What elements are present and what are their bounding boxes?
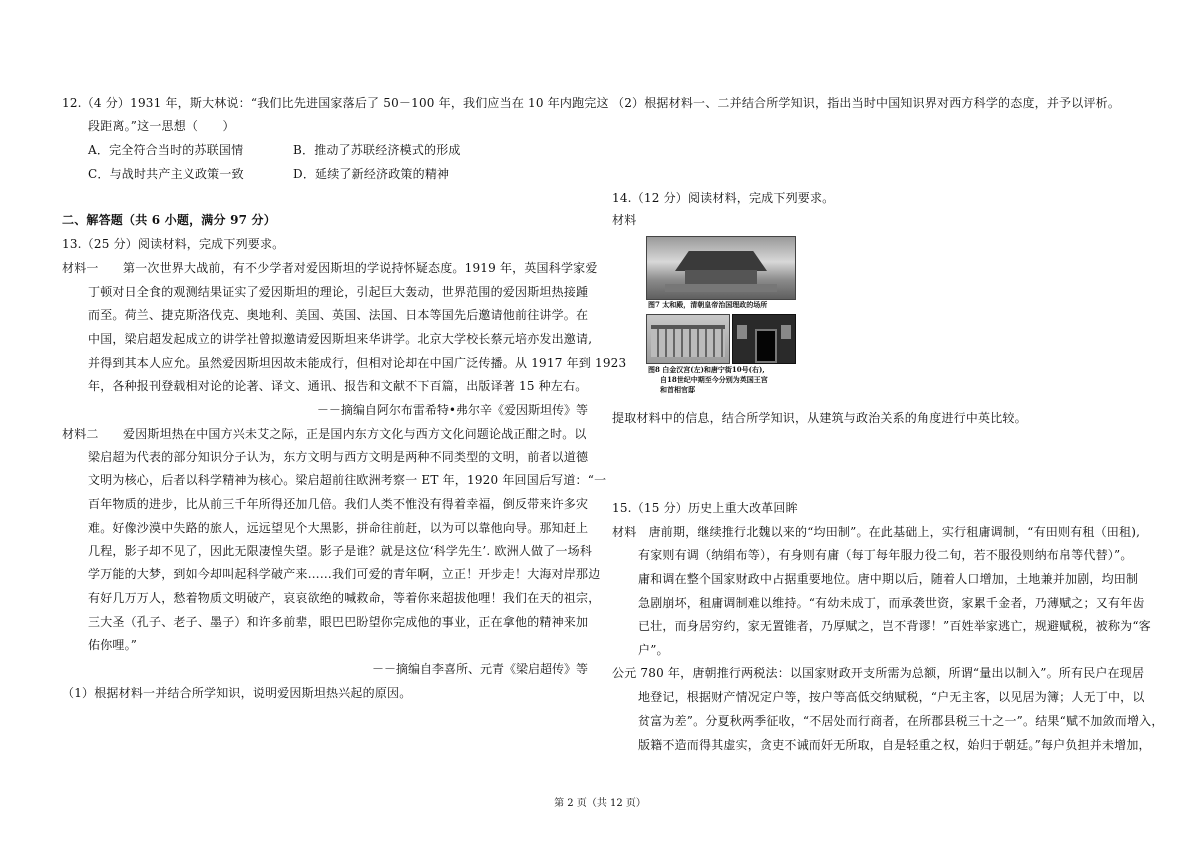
page-footer: 第 2 页（共 12 页） (554, 798, 646, 809)
q13-stem: 13.（25 分）阅读材料，完成下列要求。 (62, 237, 285, 251)
buckingham-palace-photo (646, 314, 730, 364)
q12-option-a: A．完全符合当时的苏联国情 (88, 143, 244, 157)
section2-title: 二、解答题（共 6 小题，满分 97 分） (62, 213, 276, 227)
q13-m2-line: 材料二 爱因斯坦热在中国方兴未艾之际，正是国内东方文化与西方文化问题论战正酣之时。以 (62, 427, 587, 441)
q13-m2-line: 有好几万万人，愁着物质文明破产，哀哀欲绝的喊救命，等着你来超拔他哩！我们在天的祖宗， (88, 591, 601, 605)
fig8-caption-line: 和首相官邸 (660, 385, 695, 394)
q15-m1-line: 庸和调在整个国家财政中占据重要地位。唐中期以后，随着人口增加，土地兼并加剧，均田制 (638, 572, 1139, 586)
q15-m1-line: 急剧崩坏，租庸调制难以维持。“有幼未成丁，而承袭世资，家累千金者，乃薄赋之；又有年齿 (638, 596, 1145, 610)
q15-m1-line: 已壮，而身居穷约，家无置锥者，乃厚赋之，岂不背谬！”百姓举家逃亡，规避赋税，被称为“客 (638, 619, 1151, 633)
q12-option-c: C．与战时共产主义政策一致 (88, 167, 244, 181)
q15-m2-line: 版籍不造而得其虚实，贪吏不诫而奸无所取，自是轻重之权，始归于朝廷。”每户负担并未增加， (638, 738, 1151, 752)
q12-stem-line1: 12.（4 分）1931 年，斯大林说：“我们比先进国家落后了 50－100 年，我们应当在 10 年内跑完这 (62, 96, 609, 110)
q13-m2-line: 百年物质的进步，比从前三千年所得还加几倍。我们人类不惟没有得着幸福，倒反带来许多灾 (88, 497, 589, 511)
downing-street-photo (732, 314, 796, 364)
q15-m2-line: 公元 780 年，唐朝推行两税法：以国家财政开支所需为总额，所谓“量出以制入”。所有民户在现居 (612, 666, 1145, 680)
q13-m1-line: 中国，梁启超发起成立的讲学社曾拟邀请爱因斯坦来华讲学。北京大学校长蔡元培亦发出邀请, (88, 332, 593, 346)
q13-m1-line: 并得到其本人应允。虽然爱因斯坦因故未能成行，但相对论却在中国广泛传播。从 1917 年到 1923 (88, 356, 627, 370)
q13-m2-line: 三大圣（孔子、老子、墨子）和许多前辈，眼巴巴盼望你完成他的事业，正在拿他的精神来加 (88, 615, 589, 629)
q14-stem: 14.（12 分）阅读材料，完成下列要求。 (612, 191, 835, 205)
fig7-caption: 图7 太和殿，清朝皇帝治国理政的场所 (648, 300, 768, 309)
q13-subquestion-1: （1）根据材料一并结合所学知识，说明爱因斯坦热兴起的原因。 (62, 686, 412, 700)
q13-m1-line: 年，各种报刊登载相对论的论著、译文、通讯、报告和文献不下百篇，出版译著 15 种左右。 (88, 379, 588, 393)
q13-m1-line: 而至。荷兰、捷克斯洛伐克、奥地利、美国、英国、法国、日本等国先后邀请他前往讲学。在 (88, 308, 589, 322)
q13-m2-line: 几程，影子却不见了，因此无限凄惶失望。影子是谁？就是这位‘科学先生’. 欧洲人做了一场科 (88, 544, 593, 558)
q13-m2-line: 梁启超为代表的部分知识分子认为，东方文明与西方文明是两种不同类型的文明，前者以道德 (88, 450, 589, 464)
q13-m2-line: 佑你哩。” (88, 638, 138, 652)
q13-m2-line: 文明为核心，后者以科学精神为核心。梁启超前往欧洲考察一 ET 年，1920 年回国后写道：“一 (88, 473, 607, 487)
q15-m2-line: 地登记，根据财产情况定户等，按户等高低交纳赋税，“户无主客，以见居为簿；人无丁中，以 (638, 690, 1145, 704)
fig8-caption-line: 自18世纪中期至今分别为英国王宫 (660, 375, 768, 384)
q15-m1-line: 材料 唐前期，继续推行北魏以来的“均田制”。在此基础上，实行租庸调制，“有田则有租（田租), (612, 525, 1141, 539)
q12-option-d: D．延续了新经济政策的精神 (293, 167, 450, 181)
q13-m2-source: －－摘编自李喜所、元青《梁启超传》等 (371, 662, 588, 676)
q12-option-b: B．推动了苏联经济模式的形成 (293, 143, 461, 157)
q15-m2-line: 贫富为差”。分夏秋两季征收，“不居处而行商者，在所郡县税三十之一”。结果“赋不加敛而增入， (638, 714, 1164, 728)
q14-figure-panel (646, 236, 794, 396)
q15-m1-line: 有家则有调（纳绢布等），有身则有庸（每丁每年服力役二旬，若不服役则纳布帛等代替）”。 (638, 548, 1133, 562)
taihe-hall-photo (646, 236, 796, 300)
q15-stem: 15.（15 分）历史上重大改革回眸 (612, 501, 798, 515)
q15-m1-line: 户”。 (638, 643, 669, 657)
q13-m1-source: －－摘编自阿尔布雷希特•弗尔辛《爱因斯坦传》等 (316, 403, 588, 417)
q13-m2-line: 难。好像沙漠中失路的旅人，远远望见个大黑影，拼命往前赶，以为可以靠他向导。那知赶上 (88, 521, 589, 535)
q13-m1-line: 丁顿对日全食的观测结果证实了爱因斯坦的理论，引起巨大轰动，世界范围的爱因斯坦热接踵 (88, 285, 589, 299)
q14-question: 提取材料中的信息，结合所学知识，从建筑与政治关系的角度进行中英比较。 (612, 411, 1027, 425)
fig8-caption-line: 图8 白金汉宫(左)和唐宁街10号(右), (648, 365, 765, 374)
q13-subquestion-2: （2）根据材料一、二并结合所学知识，指出当时中国知识界对西方科学的态度，并予以评析。 (612, 96, 1121, 110)
q12-stem-line2: 段距离。”这一思想（ ） (88, 119, 235, 133)
q14-material-label: 材料 (612, 213, 637, 227)
q13-m1-line: 材料一 第一次世界大战前，有不少学者对爱因斯坦的学说持怀疑态度。1919 年，英国科学家爱 (62, 261, 598, 275)
q13-m2-line: 学万能的大梦，到如今却叫起科学破产来……我们可爱的青年啊，立正！开步走！大海对岸那边 (88, 567, 601, 581)
